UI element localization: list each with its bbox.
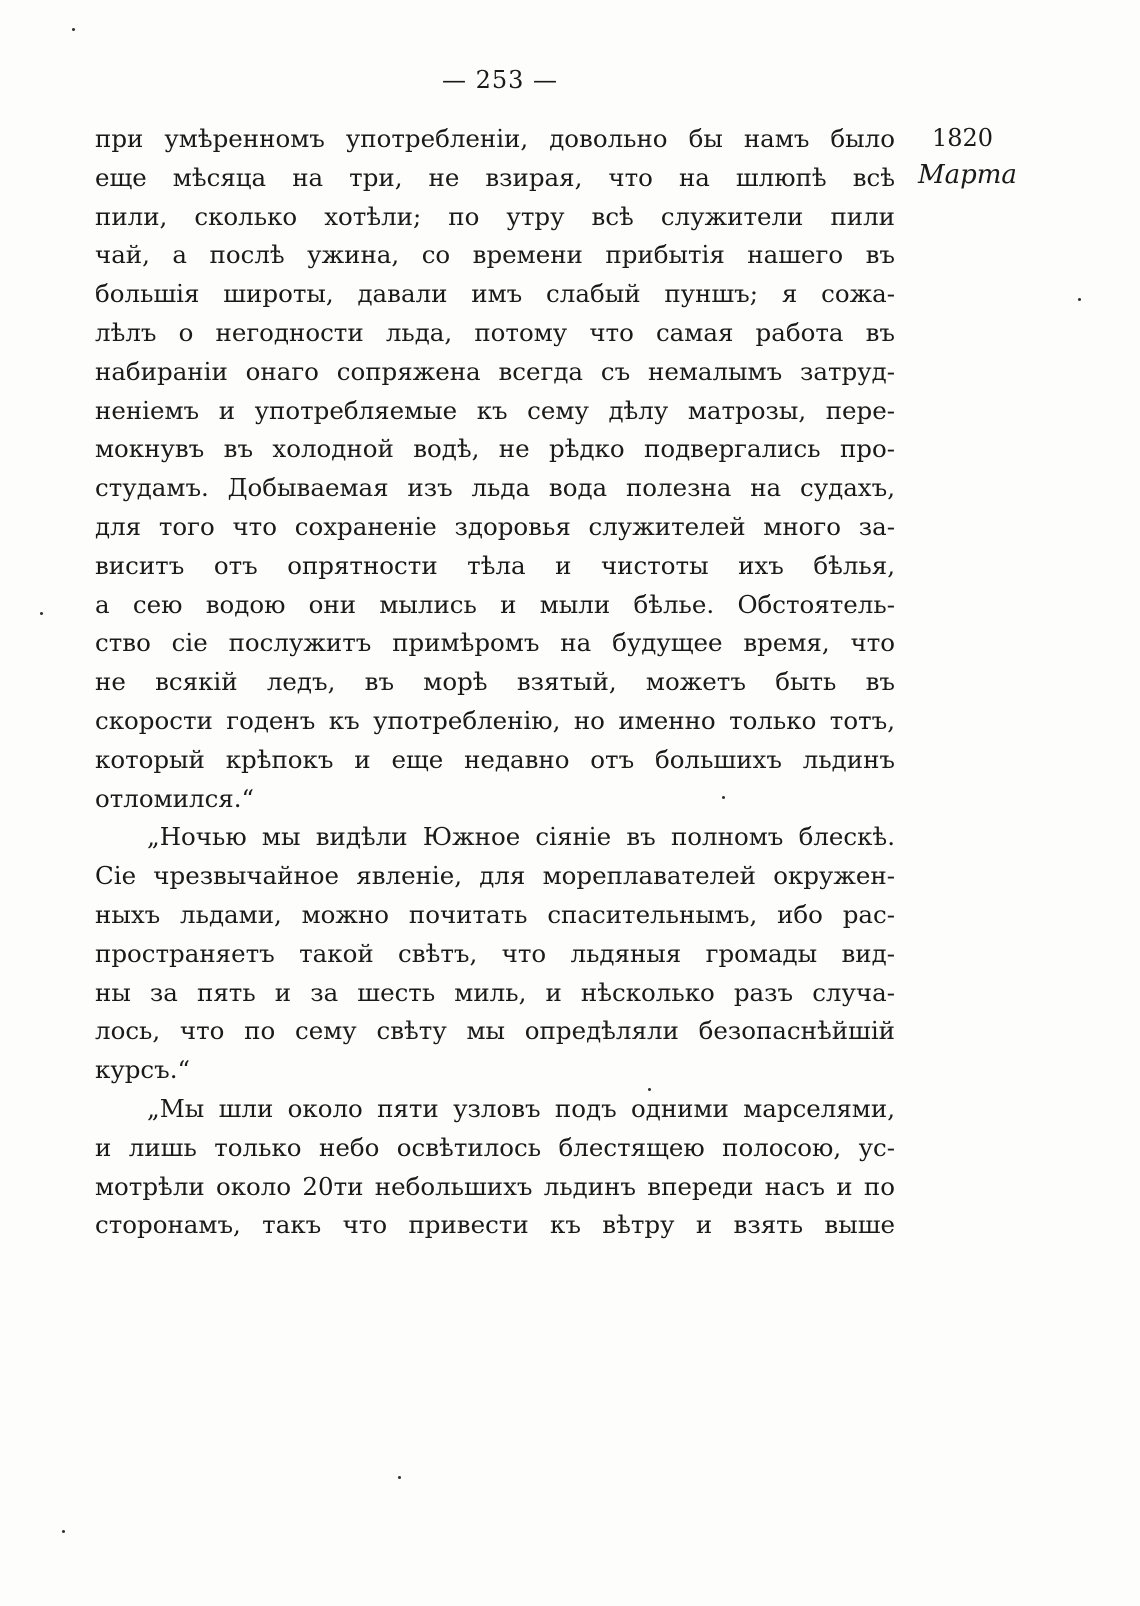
- text-line: неніемъ и употребляемые къ сему дѣлу матрозы, пере-: [95, 395, 895, 425]
- body-text: [95, 120, 895, 1245]
- text-line: скорости годенъ къ употребленію, но именно только тотъ,: [95, 705, 895, 735]
- text-line: еще мѣсяца на три, не взирая, что на шлюпѣ всѣ: [95, 162, 895, 192]
- text-line: сторонамъ, такъ что привести къ вѣтру и взять выше: [95, 1210, 895, 1240]
- text-line: студамъ. Добываемая изъ льда вода полезна на судахъ,: [95, 473, 895, 503]
- text-line: набираніи онаго сопряжена всегда съ немалымъ затруд-: [95, 356, 895, 386]
- text-line: мотрѣли около 20ти небольшихъ льдинъ впереди насъ и по: [95, 1171, 895, 1201]
- text-line: для того что сохраненіе здоровья служителей много за-: [95, 511, 895, 541]
- text-line: а сею водою они мылись и мыли бѣлье. Обстоятель-: [95, 589, 895, 619]
- text-line: курсъ.“: [95, 1055, 191, 1085]
- margin-note-month: Марта: [918, 160, 1017, 190]
- text-line: ныхъ льдами, можно почитать спасительнымъ, ибо рас-: [95, 899, 895, 929]
- text-line: Сіе чрезвычайное явленіе, для мореплавателей окружен-: [95, 861, 895, 891]
- print-speck: [722, 796, 725, 799]
- print-speck: [40, 612, 43, 615]
- text-line: не всякій ледъ, въ морѣ взятый, можетъ быть въ: [95, 667, 895, 697]
- text-line: ны за пять и за шесть миль, и нѣсколько разъ случа-: [95, 977, 895, 1007]
- text-line: „Ночью мы видѣли Южное сіяніе въ полномъ блескѣ.: [147, 822, 895, 852]
- text-line: ство сіе послужитъ примѣромъ на будущее время, что: [95, 628, 895, 658]
- text-line: „Мы шли около пяти узловъ подъ одними марселями,: [147, 1093, 895, 1123]
- margin-note-year: 1820: [932, 124, 994, 152]
- text-line: виситъ отъ опрятности тѣла и чистоты ихъ бѣлья,: [95, 550, 895, 580]
- text-line: чай, а послѣ ужина, со времени прибытія нашего въ: [95, 240, 895, 270]
- text-line: пространяетъ такой свѣтъ, что льдяныя громады вид-: [95, 938, 895, 968]
- print-speck: [72, 28, 75, 31]
- page-number: — 253 —: [441, 66, 559, 94]
- text-line: и лишь только небо освѣтилось блестящею полосою, ус-: [95, 1132, 895, 1162]
- print-speck: [398, 1476, 401, 1479]
- text-line: пили, сколько хотѣли; по утру всѣ служители пили: [95, 201, 895, 231]
- text-line: который крѣпокъ и еще недавно отъ большихъ льдинъ: [95, 744, 895, 774]
- text-line: мокнувъ въ холодной водѣ, не рѣдко подвергались про-: [95, 434, 895, 464]
- text-line: лось, что по сему свѣту мы опредѣляли безопаснѣйшій: [95, 1016, 895, 1046]
- print-speck: [648, 1088, 651, 1091]
- text-line: большія широты, давали имъ слабый пуншъ; я сожа-: [95, 279, 895, 309]
- text-line: лѣлъ о негодности льда, потому что самая работа въ: [95, 317, 895, 347]
- text-line: отломился.“: [95, 783, 255, 813]
- print-speck: [62, 1530, 65, 1533]
- print-speck: [1078, 298, 1081, 301]
- text-line: при умѣренномъ употребленіи, довольно бы намъ было: [95, 124, 895, 153]
